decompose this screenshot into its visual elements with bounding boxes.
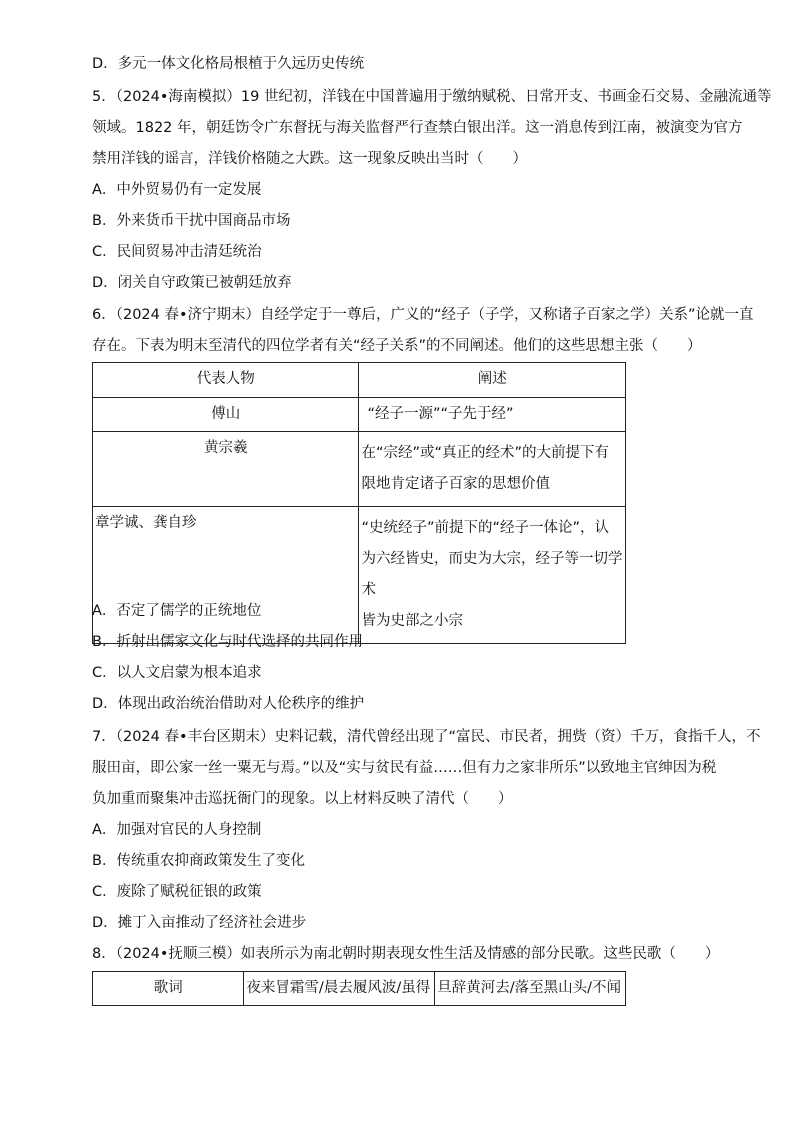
table-cell-desc: “史统经子”前提下的“经子一体论”，认 为六经皆史，而史为大宗，经子等一切学术 皆为史部之小宗 [359,507,626,644]
option-a: A．否定了儒学的正统地位 [92,603,262,619]
table-header: 阐述 [359,363,626,398]
option-a: A．加强对官民的人身控制 [92,822,262,838]
table-cell-desc: “经子一源”“子先于经” [359,398,626,432]
question-text: 禁用洋钱的谣言，洋钱价格随之大跌。这一现象反映出当时（ ） [92,151,527,167]
table-row [93,507,626,644]
q4-option-d: D．多元一体文化格局根植于久远历史传统 [92,56,365,72]
option-c: C．民间贸易冲击清廷统治 [92,244,262,260]
table-cell-lyrics: 旦辞黄河去/落至黑山头/不闻 [435,972,626,1006]
option-b: B．传统重农抑商政策发生了变化 [92,853,305,869]
option-a: A．中外贸易仍有一定发展 [92,182,262,198]
table-cell-label: 歌词 [93,972,244,1006]
option-c: C．以人文启蒙为根本追求 [92,665,262,681]
question-text: 5．（2024•海南模拟）19 世纪初，洋钱在中国普遍用于缴纳赋税、日常开支、书画金石交易、金融流通等 [92,89,772,105]
question-text: 负加重而聚集冲击巡抚衙门的现象。以上材料反映了清代（ ） [92,791,513,807]
question-text: 服田亩，即公家一丝一粟无与焉。”以及“实与贫民有益……但有力之家非所乐”以致地主官绅因为税 [92,760,717,776]
option-b: B．折射出儒家文化与时代选择的共同作用 [92,634,363,650]
option-c: C．废除了赋税征银的政策 [92,884,262,900]
option-b: B．外来货币干扰中国商品市场 [92,213,291,229]
table-row [93,432,626,507]
table-cell-lyrics: 夜来冒霜雪/晨去履风波/虽得 [244,972,435,1006]
table-header-row [93,363,626,398]
table-header: 代表人物 [93,363,359,398]
table-cell-person: 傅山 [93,398,359,432]
table-cell-person: 章学诚、龚自珍 [93,507,359,644]
question-text: 7．（2024 春•丰台区期末）史料记载，清代曾经出现了“富民、市民者，拥赀（资）千万，食指千人，不 [92,729,761,745]
folksong-table [92,971,626,1006]
option-d: D．摊丁入亩推动了经济社会进步 [92,915,307,931]
question-text: 8．（2024•抚顺三模）如表所示为南北朝时期表现女性生活及情感的部分民歌。这些民歌（ ） [92,946,720,962]
question-text: 领域。1822 年，朝廷饬令广东督抚与海关监督严行查禁白银出洋。这一消息传到江南，被演变为官方 [92,120,743,136]
table-row [93,972,626,1006]
table-row [93,398,626,432]
question-text: 存在。下表为明末至清代的四位学者有关“经子关系”的不同阐述。他们的这些思想主张（ ） [92,338,702,354]
table-cell-desc: 在“宗经”或“真正的经术”的大前提下有 限地肯定诸子百家的思想价值 [359,432,626,507]
question-text: 6．（2024 春•济宁期末）自经学定于一尊后，广义的“经子（子学，又称诸子百家之学）关系”论就一直 [92,307,754,323]
table-cell-person: 黄宗羲 [93,432,359,507]
option-d: D．体现出政治统治借助对人伦秩序的维护 [92,696,365,712]
option-d: D．闭关自守政策已被朝廷放弃 [92,275,292,291]
